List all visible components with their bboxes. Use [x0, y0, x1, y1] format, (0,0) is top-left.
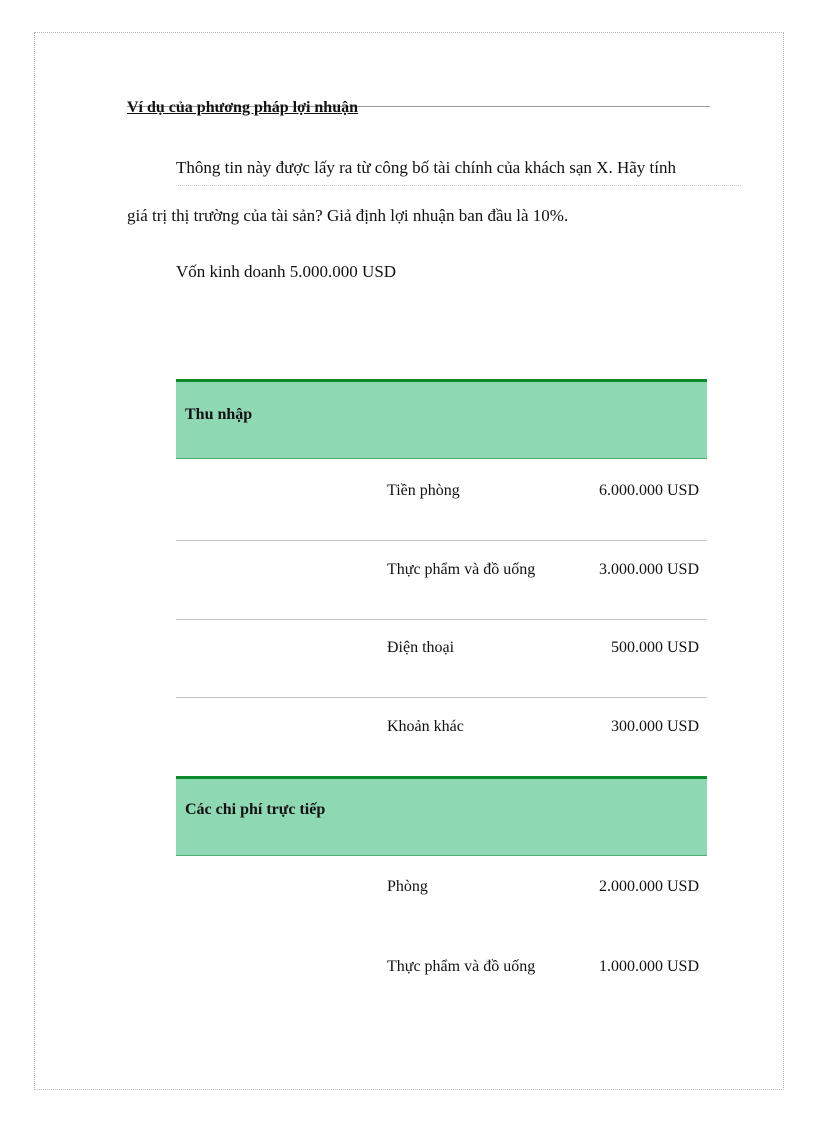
- paragraph-line-2: giá trị thị trường của tài sản? Giả định lợi nhuận ban đầu là 10%.: [127, 206, 569, 225]
- row-label: Phòng: [387, 878, 428, 895]
- row-value: 6.000.000 USD: [598, 482, 699, 499]
- row-label: Khoản khác: [387, 718, 464, 735]
- direct-costs-section-header: [176, 776, 707, 856]
- row-label: Thực phẩm và đồ uống: [387, 561, 536, 578]
- row-value: 2.000.000 USD: [598, 878, 699, 895]
- paragraph-line-1: Thông tin này được lấy ra từ công bố tài chính của khách sạn X. Hãy tính: [176, 158, 676, 177]
- row-value: 500.000 USD: [610, 639, 699, 656]
- row-label: Thực phẩm và đồ uống: [387, 958, 536, 975]
- paragraph-rule: [176, 185, 741, 186]
- row-label: Điện thoại: [387, 639, 455, 656]
- direct-costs-section-title: Các chi phí trực tiếp: [185, 801, 326, 818]
- row-label: Tiền phòng: [387, 482, 460, 499]
- row-value: 1.000.000 USD: [598, 958, 699, 975]
- page-title: Ví dụ của phương pháp lợi nhuận: [127, 99, 358, 116]
- income-section-title: Thu nhập: [185, 406, 253, 423]
- income-section-header: [176, 379, 707, 459]
- capital-line: Vốn kinh doanh 5.000.000 USD: [176, 262, 397, 281]
- row-divider: [176, 619, 707, 620]
- row-value: 3.000.000 USD: [598, 561, 699, 578]
- row-value: 300.000 USD: [610, 718, 699, 735]
- row-divider: [176, 697, 707, 698]
- row-divider: [176, 540, 707, 541]
